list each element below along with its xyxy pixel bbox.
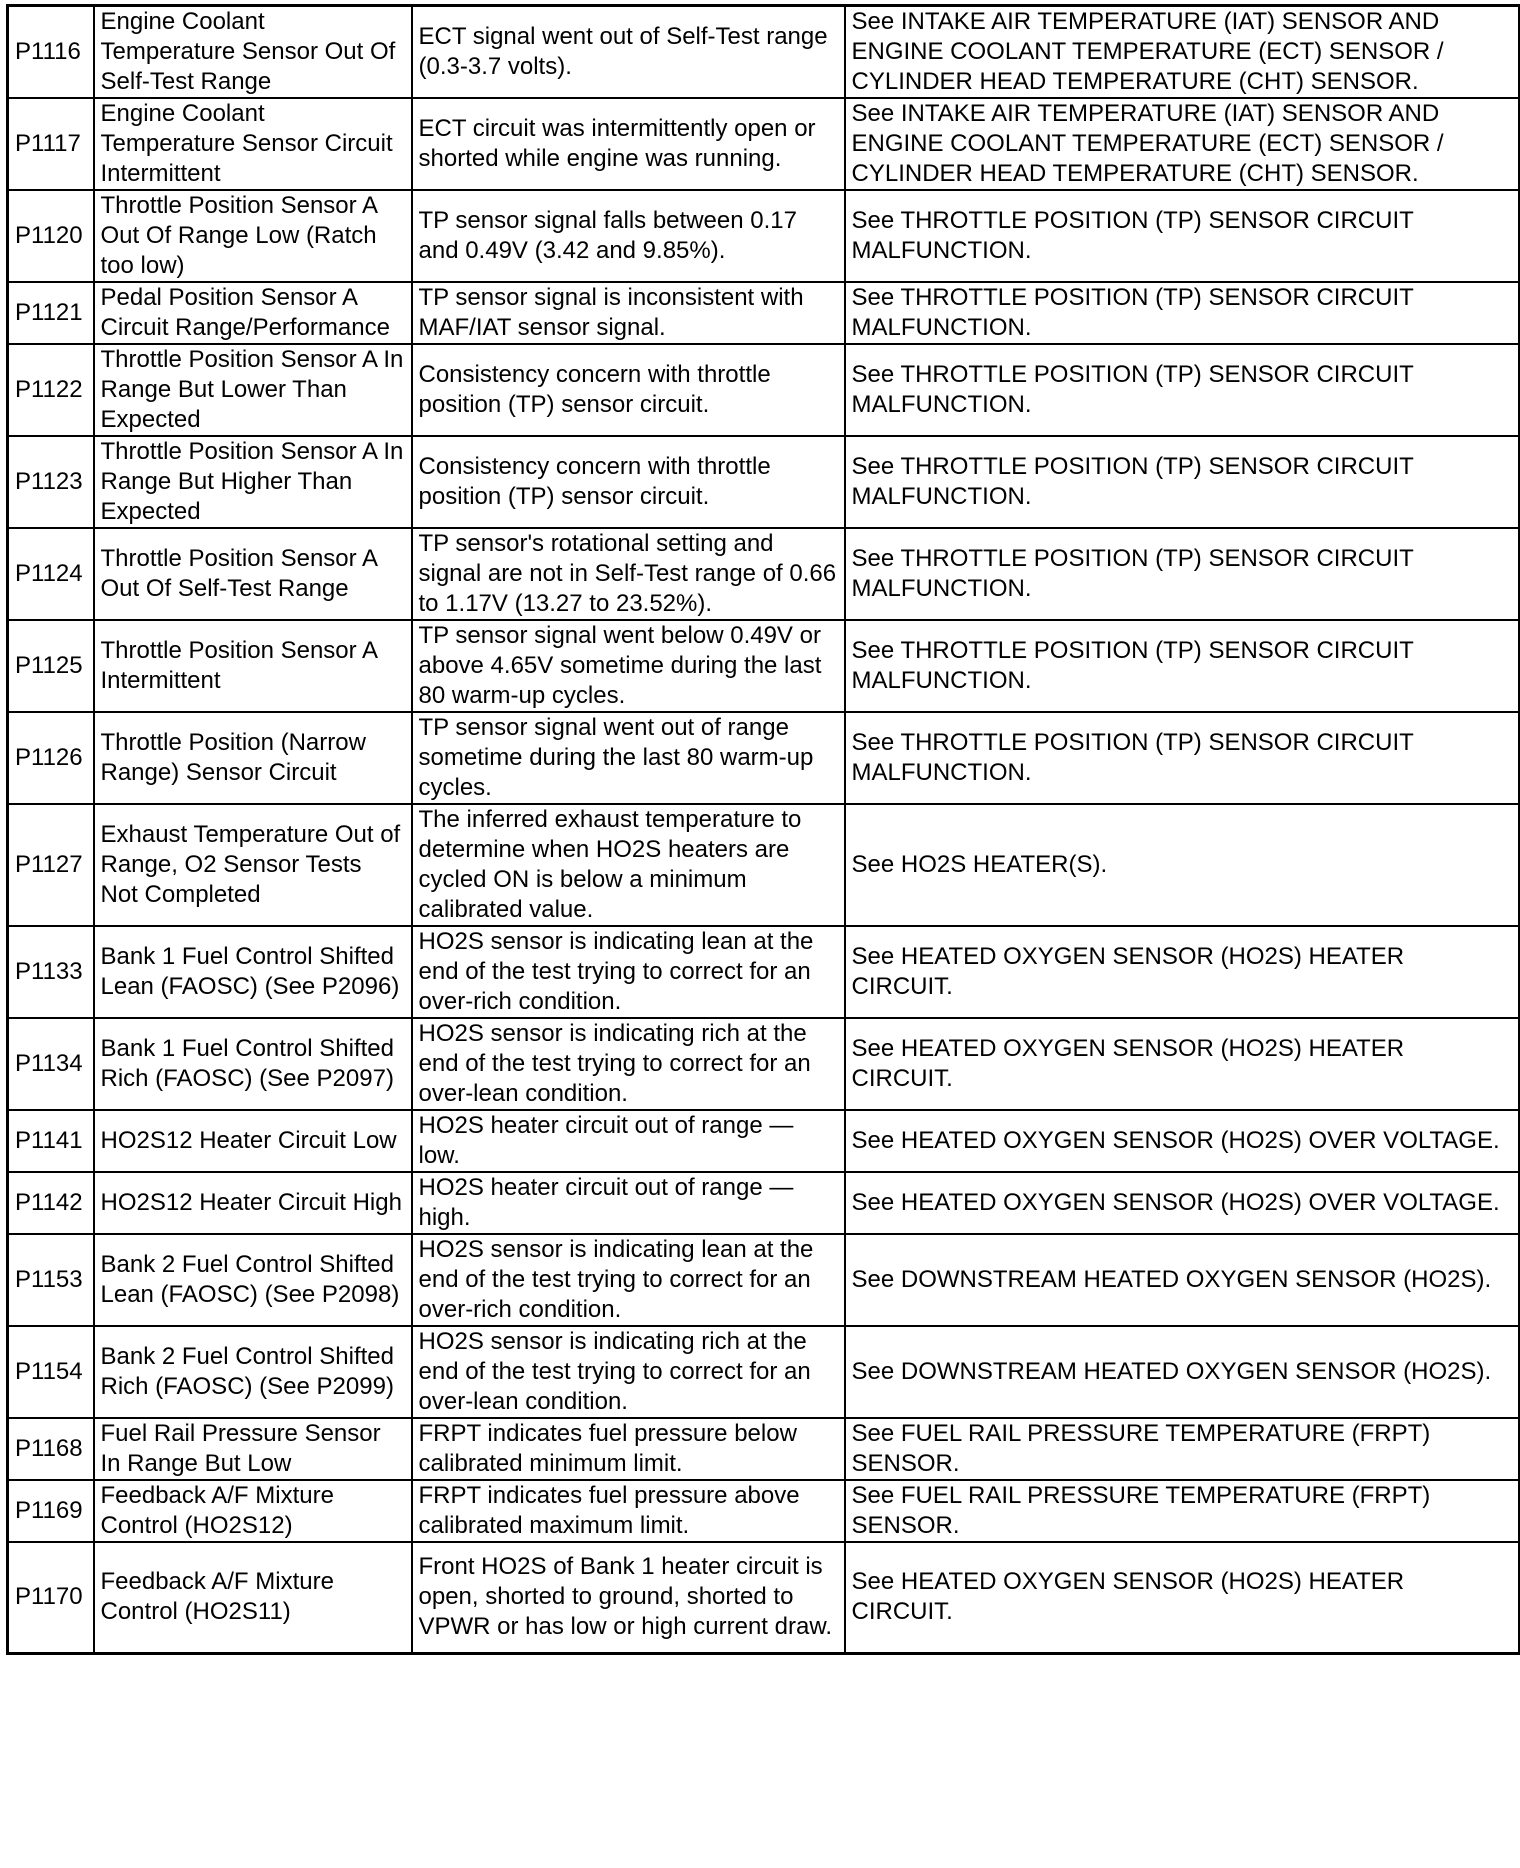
dtc-code-cell: P1116 — [8, 6, 94, 99]
table-row — [8, 1418, 1520, 1480]
dtc-description-cell: Throttle Position Sensor A Intermittent — [94, 620, 412, 712]
dtc-condition-cell: HO2S sensor is indicating lean at the end of the test trying to correct for an over-rich condition. — [412, 1234, 845, 1326]
dtc-condition-cell: Consistency concern with throttle position (TP) sensor circuit. — [412, 344, 845, 436]
dtc-description-cell: Throttle Position Sensor A In Range But Lower Than Expected — [94, 344, 412, 436]
dtc-description-cell: Feedback A/F Mixture Control (HO2S12) — [94, 1480, 412, 1542]
dtc-action-cell: See FUEL RAIL PRESSURE TEMPERATURE (FRPT) SENSOR. — [845, 1418, 1520, 1480]
dtc-action-cell: See HEATED OXYGEN SENSOR (HO2S) OVER VOLTAGE. — [845, 1172, 1520, 1234]
dtc-code-cell: P1126 — [8, 712, 94, 804]
dtc-condition-cell: ECT signal went out of Self-Test range (0.3-3.7 volts). — [412, 6, 845, 99]
dtc-action-cell: See HO2S HEATER(S). — [845, 804, 1520, 926]
table-row — [8, 926, 1520, 1018]
dtc-code-cell: P1124 — [8, 528, 94, 620]
dtc-code-cell: P1123 — [8, 436, 94, 528]
dtc-condition-cell: TP sensor signal is inconsistent with MAF/IAT sensor signal. — [412, 282, 845, 344]
dtc-condition-cell: TP sensor signal went below 0.49V or above 4.65V sometime during the last 80 warm-up cycles. — [412, 620, 845, 712]
table-row — [8, 436, 1520, 528]
dtc-code-cell: P1120 — [8, 190, 94, 282]
dtc-code-cell: P1134 — [8, 1018, 94, 1110]
dtc-action-cell: See HEATED OXYGEN SENSOR (HO2S) HEATER CIRCUIT. — [845, 926, 1520, 1018]
dtc-action-cell: See HEATED OXYGEN SENSOR (HO2S) HEATER CIRCUIT. — [845, 1018, 1520, 1110]
dtc-action-cell: See DOWNSTREAM HEATED OXYGEN SENSOR (HO2S). — [845, 1326, 1520, 1418]
dtc-description-cell: Bank 1 Fuel Control Shifted Lean (FAOSC) (See P2096) — [94, 926, 412, 1018]
dtc-description-cell: HO2S12 Heater Circuit Low — [94, 1110, 412, 1172]
table-row — [8, 1018, 1520, 1110]
dtc-code-cell: P1170 — [8, 1542, 94, 1653]
dtc-description-cell: Throttle Position Sensor A Out Of Range Low (Ratch too low) — [94, 190, 412, 282]
dtc-action-cell: See INTAKE AIR TEMPERATURE (IAT) SENSOR AND ENGINE COOLANT TEMPERATURE (ECT) SENSOR / CYLINDER HEAD TEMPERATURE (CHT) SENSOR. — [845, 6, 1520, 99]
table-row — [8, 620, 1520, 712]
dtc-action-cell: See HEATED OXYGEN SENSOR (HO2S) OVER VOLTAGE. — [845, 1110, 1520, 1172]
dtc-description-cell: Exhaust Temperature Out of Range, O2 Sensor Tests Not Completed — [94, 804, 412, 926]
dtc-action-cell: See THROTTLE POSITION (TP) SENSOR CIRCUIT MALFUNCTION. — [845, 190, 1520, 282]
dtc-action-cell: See THROTTLE POSITION (TP) SENSOR CIRCUIT MALFUNCTION. — [845, 528, 1520, 620]
table-row — [8, 1326, 1520, 1418]
table-row — [8, 528, 1520, 620]
dtc-code-cell: P1168 — [8, 1418, 94, 1480]
dtc-condition-cell: HO2S heater circuit out of range — high. — [412, 1172, 845, 1234]
dtc-action-cell: See INTAKE AIR TEMPERATURE (IAT) SENSOR AND ENGINE COOLANT TEMPERATURE (ECT) SENSOR / CYLINDER HEAD TEMPERATURE (CHT) SENSOR. — [845, 98, 1520, 190]
dtc-description-cell: Feedback A/F Mixture Control (HO2S11) — [94, 1542, 412, 1653]
dtc-description-cell: Throttle Position (Narrow Range) Sensor Circuit — [94, 712, 412, 804]
dtc-description-cell: Bank 2 Fuel Control Shifted Rich (FAOSC) (See P2099) — [94, 1326, 412, 1418]
dtc-condition-cell: The inferred exhaust temperature to determine when HO2S heaters are cycled ON is below a minimum calibrated value. — [412, 804, 845, 926]
dtc-table — [6, 4, 1520, 1655]
dtc-condition-cell: ECT circuit was intermittently open or shorted while engine was running. — [412, 98, 845, 190]
dtc-description-cell: Throttle Position Sensor A Out Of Self-Test Range — [94, 528, 412, 620]
dtc-table-body — [8, 6, 1520, 1654]
dtc-description-cell: Engine Coolant Temperature Sensor Circuit Intermittent — [94, 98, 412, 190]
dtc-action-cell: See THROTTLE POSITION (TP) SENSOR CIRCUIT MALFUNCTION. — [845, 620, 1520, 712]
dtc-description-cell: Engine Coolant Temperature Sensor Out Of Self-Test Range — [94, 6, 412, 99]
dtc-code-cell: P1117 — [8, 98, 94, 190]
dtc-action-cell: See THROTTLE POSITION (TP) SENSOR CIRCUIT MALFUNCTION. — [845, 712, 1520, 804]
dtc-condition-cell: TP sensor signal falls between 0.17 and 0.49V (3.42 and 9.85%). — [412, 190, 845, 282]
dtc-description-cell: HO2S12 Heater Circuit High — [94, 1172, 412, 1234]
table-row — [8, 804, 1520, 926]
dtc-action-cell: See DOWNSTREAM HEATED OXYGEN SENSOR (HO2S). — [845, 1234, 1520, 1326]
dtc-description-cell: Bank 2 Fuel Control Shifted Lean (FAOSC) (See P2098) — [94, 1234, 412, 1326]
dtc-action-cell: See FUEL RAIL PRESSURE TEMPERATURE (FRPT) SENSOR. — [845, 1480, 1520, 1542]
table-row — [8, 1172, 1520, 1234]
dtc-condition-cell: HO2S sensor is indicating rich at the end of the test trying to correct for an over-lean condition. — [412, 1326, 845, 1418]
table-row — [8, 1542, 1520, 1653]
table-row — [8, 6, 1520, 99]
table-row — [8, 190, 1520, 282]
dtc-code-cell: P1153 — [8, 1234, 94, 1326]
dtc-code-cell: P1121 — [8, 282, 94, 344]
dtc-code-cell: P1133 — [8, 926, 94, 1018]
dtc-condition-cell: Front HO2S of Bank 1 heater circuit is open, shorted to ground, shorted to VPWR or has low or high current draw. — [412, 1542, 845, 1653]
dtc-code-cell: P1125 — [8, 620, 94, 712]
dtc-condition-cell: TP sensor's rotational setting and signal are not in Self-Test range of 0.66 to 1.17V (13.27 to 23.52%). — [412, 528, 845, 620]
table-row — [8, 282, 1520, 344]
dtc-code-cell: P1141 — [8, 1110, 94, 1172]
dtc-action-cell: See THROTTLE POSITION (TP) SENSOR CIRCUIT MALFUNCTION. — [845, 282, 1520, 344]
dtc-condition-cell: Consistency concern with throttle position (TP) sensor circuit. — [412, 436, 845, 528]
dtc-action-cell: See THROTTLE POSITION (TP) SENSOR CIRCUIT MALFUNCTION. — [845, 344, 1520, 436]
dtc-action-cell: See HEATED OXYGEN SENSOR (HO2S) HEATER CIRCUIT. — [845, 1542, 1520, 1653]
dtc-condition-cell: HO2S sensor is indicating lean at the end of the test trying to correct for an over-rich condition. — [412, 926, 845, 1018]
dtc-description-cell: Fuel Rail Pressure Sensor In Range But Low — [94, 1418, 412, 1480]
dtc-code-cell: P1154 — [8, 1326, 94, 1418]
dtc-code-cell: P1127 — [8, 804, 94, 926]
table-row — [8, 712, 1520, 804]
dtc-condition-cell: FRPT indicates fuel pressure below calibrated minimum limit. — [412, 1418, 845, 1480]
dtc-description-cell: Throttle Position Sensor A In Range But Higher Than Expected — [94, 436, 412, 528]
dtc-code-cell: P1122 — [8, 344, 94, 436]
dtc-description-cell: Pedal Position Sensor A Circuit Range/Performance — [94, 282, 412, 344]
dtc-action-cell: See THROTTLE POSITION (TP) SENSOR CIRCUIT MALFUNCTION. — [845, 436, 1520, 528]
table-row — [8, 98, 1520, 190]
table-row — [8, 1234, 1520, 1326]
dtc-condition-cell: HO2S heater circuit out of range — low. — [412, 1110, 845, 1172]
dtc-condition-cell: FRPT indicates fuel pressure above calibrated maximum limit. — [412, 1480, 845, 1542]
dtc-description-cell: Bank 1 Fuel Control Shifted Rich (FAOSC) (See P2097) — [94, 1018, 412, 1110]
dtc-condition-cell: TP sensor signal went out of range sometime during the last 80 warm-up cycles. — [412, 712, 845, 804]
table-row — [8, 344, 1520, 436]
dtc-code-cell: P1169 — [8, 1480, 94, 1542]
dtc-condition-cell: HO2S sensor is indicating rich at the end of the test trying to correct for an over-lean condition. — [412, 1018, 845, 1110]
dtc-code-cell: P1142 — [8, 1172, 94, 1234]
table-row — [8, 1110, 1520, 1172]
table-row — [8, 1480, 1520, 1542]
